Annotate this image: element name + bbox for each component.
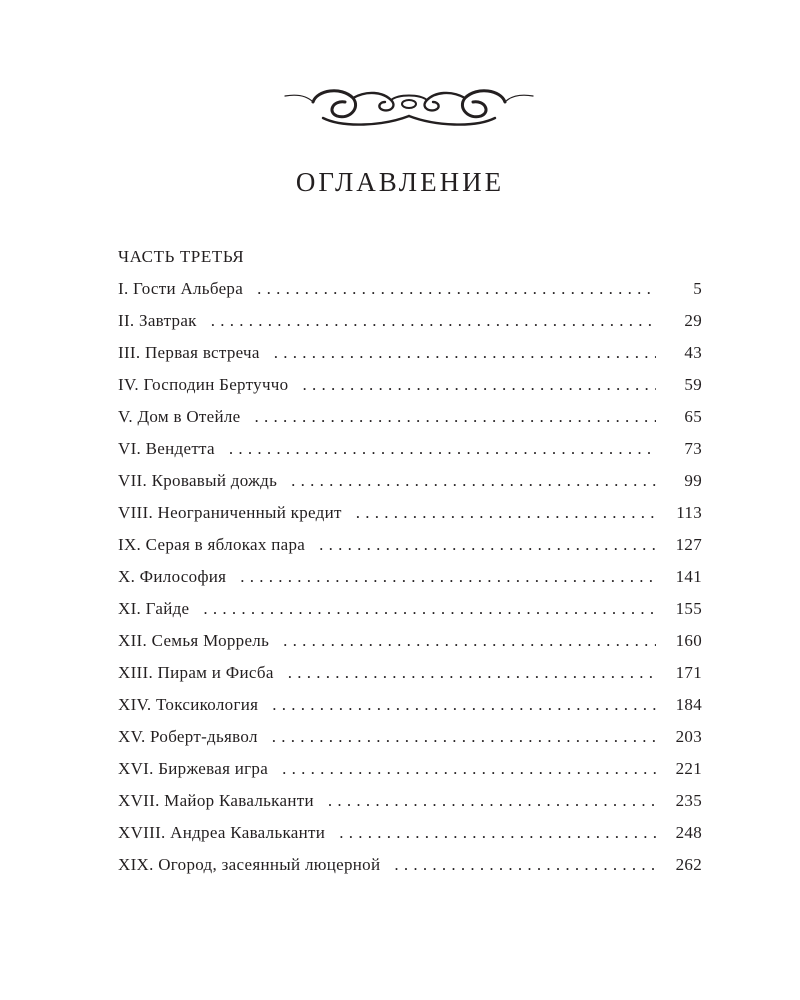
toc-entry: [118, 469, 702, 501]
toc-entry-page: 127: [675, 535, 702, 554]
toc-entry: [118, 757, 702, 789]
toc-entry: [118, 405, 702, 437]
toc-dot-leader: [291, 469, 656, 493]
toc-dot-leader: [394, 853, 656, 877]
toc-dot-leader: [211, 309, 656, 333]
toc-entry-page: 171: [675, 663, 702, 682]
toc-entry: [118, 309, 702, 341]
toc-entry-title: XIV. Токсикология: [118, 695, 259, 714]
toc-entry-page: 221: [675, 759, 702, 778]
toc-entry-page: 99: [684, 471, 702, 490]
toc-dot-leader: [339, 821, 656, 845]
toc-entry-page: 155: [675, 599, 702, 618]
toc-dot-leader: [282, 757, 656, 781]
toc-entry-title: XIII. Пирам и Фисба: [118, 663, 274, 682]
toc-entry: [118, 501, 702, 533]
toc-dot-leader: [255, 405, 656, 429]
page-title: ОГЛАВЛЕНИЕ: [295, 167, 505, 197]
toc-entry-title: VI. Вендетта: [118, 439, 215, 458]
toc-entry: [118, 565, 702, 597]
toc-entry-title: XVII. Майор Кавальканти: [118, 791, 314, 810]
toc-entry: [118, 597, 702, 629]
toc-dot-leader: [257, 277, 656, 301]
toc-entry-page: 43: [684, 343, 702, 362]
toc-entry-title: X. Философия: [118, 567, 227, 586]
toc-entry: [118, 533, 702, 565]
toc-dot-leader: [274, 341, 656, 365]
toc-entry-title: XII. Семья Моррель: [118, 631, 270, 650]
toc-entry-title: I. Гости Альбера: [118, 279, 244, 298]
toc-entry-page: 73: [684, 439, 702, 458]
toc-entry: [118, 693, 702, 725]
toc-entry: [118, 629, 702, 661]
toc-entry-title: VII. Кровавый дождь: [118, 471, 278, 490]
toc-entry-title: XVI. Биржевая игра: [118, 759, 269, 778]
toc-entry-page: 5: [693, 279, 702, 298]
toc-entry-page: 262: [675, 855, 702, 874]
table-of-contents: [118, 277, 702, 885]
toc-dot-leader: [302, 373, 656, 397]
toc-entry-title: II. Завтрак: [118, 311, 197, 330]
toc-entry: [118, 725, 702, 757]
toc-entry: [118, 661, 702, 693]
toc-entry-title: IV. Господин Бертуччо: [118, 375, 289, 394]
toc-dot-leader: [356, 501, 656, 525]
toc-entry-title: V. Дом в Отейле: [118, 407, 241, 426]
toc-entry-page: 141: [675, 567, 702, 586]
toc-entry-page: 235: [675, 791, 702, 810]
toc-entry-title: VIII. Неограниченный кредит: [118, 503, 342, 522]
toc-entry: [118, 341, 702, 373]
toc-entry-page: 59: [684, 375, 702, 394]
toc-dot-leader: [283, 629, 656, 653]
ornament-flourish-icon: [283, 78, 535, 130]
toc-dot-leader: [272, 725, 656, 749]
toc-entry-page: 113: [676, 503, 702, 522]
toc-entry: [118, 373, 702, 405]
toc-entry: [118, 789, 702, 821]
toc-entry: [118, 853, 702, 885]
toc-entry-page: 184: [675, 695, 702, 714]
toc-entry-page: 160: [675, 631, 702, 650]
toc-entry-title: XIX. Огород, засеянный люцерной: [118, 855, 381, 874]
toc-dot-leader: [229, 437, 656, 461]
toc-entry: [118, 277, 702, 309]
toc-entry-page: 203: [675, 727, 702, 746]
toc-dot-leader: [272, 693, 656, 717]
toc-entry-page: 29: [684, 311, 702, 330]
toc-dot-leader: [288, 661, 656, 685]
toc-entry-title: XV. Роберт-дьявол: [118, 727, 258, 746]
part-heading: ЧАСТЬ ТРЕТЬЯ: [118, 247, 245, 266]
toc-dot-leader: [240, 565, 656, 589]
toc-entry-title: XVIII. Андреа Кавальканти: [118, 823, 326, 842]
toc-entry-page: 248: [675, 823, 702, 842]
toc-entry: [118, 821, 702, 853]
toc-entry-title: XI. Гайде: [118, 599, 190, 618]
toc-dot-leader: [328, 789, 656, 813]
toc-entry-title: IX. Серая в яблоках пара: [118, 535, 306, 554]
toc-entry-page: 65: [684, 407, 702, 426]
toc-entry-title: III. Первая встреча: [118, 343, 260, 362]
toc-entry: [118, 437, 702, 469]
toc-dot-leader: [319, 533, 656, 557]
toc-dot-leader: [203, 597, 656, 621]
